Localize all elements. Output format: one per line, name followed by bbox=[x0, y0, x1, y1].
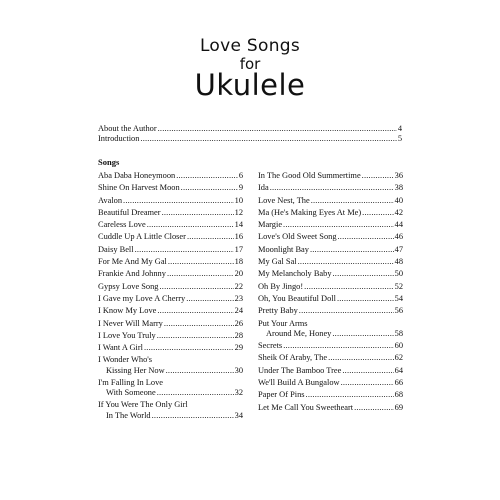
toc-entry-page: 58 bbox=[394, 328, 403, 338]
toc-entry-about-the-author bbox=[98, 124, 402, 133]
toc-entry bbox=[98, 196, 243, 205]
toc-entry bbox=[98, 257, 243, 266]
toc-entry bbox=[98, 245, 243, 254]
dot-leader bbox=[186, 294, 233, 303]
toc-entry bbox=[98, 269, 243, 278]
toc-entry-page: 5 bbox=[397, 134, 402, 143]
toc-entry bbox=[258, 232, 403, 241]
dot-leader bbox=[338, 232, 394, 241]
dot-leader bbox=[298, 257, 394, 266]
toc-entry bbox=[98, 306, 243, 315]
dot-leader bbox=[332, 329, 393, 338]
toc-entry-label: Aba Daba Honeymoon bbox=[98, 171, 176, 180]
toc-entry-page: 26 bbox=[234, 318, 243, 328]
toc-entry bbox=[98, 171, 243, 180]
toc-entry bbox=[258, 257, 403, 266]
toc-entry bbox=[258, 171, 403, 180]
dot-leader bbox=[342, 366, 393, 375]
toc-entry bbox=[258, 341, 403, 350]
dot-leader bbox=[157, 331, 234, 340]
toc-entry bbox=[258, 269, 403, 278]
toc-entry-page: 29 bbox=[234, 343, 243, 353]
toc-entry-label: Around Me, Honey bbox=[266, 328, 332, 338]
toc-entry-page: 60 bbox=[394, 341, 403, 351]
toc-entry-page: 47 bbox=[394, 244, 403, 254]
dot-leader bbox=[168, 257, 234, 266]
toc-entry-page: 28 bbox=[234, 330, 243, 340]
dot-leader bbox=[341, 378, 394, 387]
toc-entry-label: Pretty Baby bbox=[258, 306, 298, 316]
toc-entry bbox=[258, 366, 403, 375]
toc-entry-label: I'm Falling In Love bbox=[98, 377, 164, 387]
dot-leader bbox=[328, 353, 394, 362]
toc-entry-label: I Gave my Love A Cherry bbox=[98, 293, 186, 303]
toc-entry-page: 36 bbox=[394, 171, 403, 180]
toc-entry-label: Ma (He's Making Eyes At Me) bbox=[258, 207, 362, 217]
toc-entry-page: 40 bbox=[394, 195, 403, 205]
toc-entry-page: 20 bbox=[234, 269, 243, 279]
dot-leader bbox=[158, 124, 397, 133]
dot-leader bbox=[181, 183, 238, 192]
toc-entry-label: In The World bbox=[106, 410, 151, 420]
toc-entry bbox=[258, 306, 403, 315]
dot-leader bbox=[283, 220, 394, 229]
dot-leader bbox=[162, 208, 234, 217]
toc-entry-page: 68 bbox=[394, 390, 403, 400]
toc-entry-page: 62 bbox=[394, 353, 403, 363]
toc-entry bbox=[258, 282, 403, 291]
toc-entry-label: I Love You Truly bbox=[98, 330, 156, 340]
dot-leader bbox=[310, 245, 394, 254]
toc-entry bbox=[98, 319, 243, 328]
dot-leader bbox=[304, 282, 393, 291]
toc-entry-page: 56 bbox=[394, 306, 403, 316]
toc-entry-label: We'll Build A Bungalow bbox=[258, 377, 340, 387]
toc-entry-label: Paper Of Pins bbox=[258, 390, 305, 400]
toc-entry-page: 6 bbox=[238, 171, 243, 180]
toc-entry-label: Love Nest, The bbox=[258, 195, 310, 205]
songs-column-left bbox=[98, 171, 243, 423]
toc-entry-label: I Know My Love bbox=[98, 306, 157, 316]
toc-entry bbox=[98, 355, 243, 374]
toc-entry bbox=[258, 220, 403, 229]
dot-leader bbox=[135, 245, 234, 254]
title-line-1: Love Songs bbox=[199, 36, 301, 56]
toc-entry-page: 50 bbox=[394, 269, 403, 279]
dot-leader bbox=[311, 196, 394, 205]
toc-entry bbox=[258, 208, 403, 217]
toc-entry-page: 54 bbox=[394, 293, 403, 303]
toc-entry bbox=[98, 183, 243, 192]
toc-entry-label: With Someone bbox=[106, 388, 156, 398]
dot-leader bbox=[306, 390, 394, 399]
dot-leader bbox=[283, 341, 393, 350]
toc-entry-page: 66 bbox=[394, 377, 403, 387]
toc-entry bbox=[258, 294, 403, 303]
toc-entry bbox=[258, 390, 403, 399]
toc-entry-label: Under The Bamboo Tree bbox=[258, 365, 342, 375]
toc-entry-label: For Me And My Gal bbox=[98, 257, 167, 267]
toc-entry bbox=[98, 232, 243, 241]
toc-entry bbox=[258, 353, 403, 362]
dot-leader bbox=[333, 269, 394, 278]
toc-entry-label: Cuddle Up A Little Closer bbox=[98, 232, 186, 242]
toc-entry-page: 30 bbox=[234, 365, 243, 375]
toc-entry-label: Kissing Her Now bbox=[106, 365, 165, 375]
toc-entry-label: If You Were The Only Girl bbox=[98, 400, 188, 410]
toc-entry bbox=[258, 183, 403, 192]
toc-entry-page: 17 bbox=[234, 244, 243, 254]
toc-entry bbox=[98, 400, 243, 419]
toc-entry-label: Ida bbox=[258, 183, 269, 193]
toc-entry-page: 64 bbox=[394, 365, 403, 375]
dot-leader bbox=[157, 306, 233, 315]
dot-leader bbox=[123, 196, 234, 205]
toc-entry-page: 48 bbox=[394, 257, 403, 267]
toc-entry bbox=[98, 282, 243, 291]
toc-entry-label: Daisy Bell bbox=[98, 244, 134, 254]
dot-leader bbox=[337, 294, 394, 303]
toc-entry-label: Love's Old Sweet Song bbox=[258, 232, 337, 242]
toc-entry-label: Introduction bbox=[98, 134, 140, 143]
toc-entry-page: 69 bbox=[394, 402, 403, 412]
toc-entry-page: 24 bbox=[234, 306, 243, 316]
songs-heading: Songs bbox=[98, 157, 120, 167]
dot-leader bbox=[152, 411, 234, 420]
dot-leader bbox=[270, 183, 394, 192]
dot-leader bbox=[160, 282, 234, 291]
toc-entry-page: 32 bbox=[234, 388, 243, 398]
toc-entry-page: 52 bbox=[394, 281, 403, 291]
toc-entry-label: Avalon bbox=[98, 195, 123, 205]
toc-entry bbox=[98, 343, 243, 352]
toc-entry bbox=[98, 220, 243, 229]
toc-entry-page: 46 bbox=[394, 232, 403, 242]
book-title: Ukulele bbox=[194, 68, 306, 102]
toc-entry-page: 14 bbox=[234, 220, 243, 230]
dot-leader bbox=[187, 232, 234, 241]
dot-leader bbox=[362, 208, 393, 217]
dot-leader bbox=[166, 366, 234, 375]
toc-entry-introduction bbox=[98, 134, 402, 143]
toc-entry-label: Sheik Of Araby, The bbox=[258, 353, 328, 363]
toc-entry-label: Moonlight Bay bbox=[258, 244, 309, 254]
toc-entry-label: Gypsy Love Song bbox=[98, 281, 159, 291]
toc-entry-label: Oh, You Beautiful Doll bbox=[258, 293, 336, 303]
dot-leader bbox=[176, 171, 238, 180]
dot-leader bbox=[362, 171, 394, 180]
dot-leader bbox=[144, 343, 234, 352]
toc-entry-label: Shine On Harvest Moon bbox=[98, 183, 180, 193]
dot-leader bbox=[164, 319, 234, 328]
dot-leader bbox=[299, 306, 394, 315]
toc-entry-label: Let Me Call You Sweetheart bbox=[258, 402, 354, 412]
toc-entry-label: I Never Will Marry bbox=[98, 318, 163, 328]
toc-entry bbox=[258, 378, 403, 387]
toc-entry-label: Careless Love bbox=[98, 220, 146, 230]
dot-leader bbox=[140, 134, 396, 143]
toc-entry-page: 18 bbox=[234, 257, 243, 267]
toc-entry-label: Beautiful Dreamer bbox=[98, 207, 161, 217]
toc-entry-label: Oh By Jingo! bbox=[258, 281, 304, 291]
toc-entry-page: 44 bbox=[394, 220, 403, 230]
toc-entry bbox=[258, 319, 403, 338]
title-line-2: for bbox=[239, 55, 261, 73]
toc-entry-page: 42 bbox=[394, 207, 403, 217]
toc-entry bbox=[98, 294, 243, 303]
toc-entry bbox=[98, 208, 243, 217]
toc-entry-page: 9 bbox=[238, 183, 243, 193]
toc-entry-page: 16 bbox=[234, 232, 243, 242]
toc-entry-label: My Gal Sal bbox=[258, 257, 297, 267]
toc-entry-label: Frankie And Johnny bbox=[98, 269, 166, 279]
toc-entry-page: 22 bbox=[234, 281, 243, 291]
toc-entry bbox=[258, 403, 403, 412]
songs-column-right bbox=[258, 171, 403, 415]
toc-entry-label: I Wonder Who's bbox=[98, 355, 153, 365]
dot-leader bbox=[354, 403, 393, 412]
dot-leader bbox=[147, 220, 234, 229]
toc-entry-label: Secrets bbox=[258, 341, 283, 351]
dot-leader bbox=[157, 388, 234, 397]
dot-leader bbox=[167, 269, 234, 278]
toc-entry-page: 38 bbox=[394, 183, 403, 193]
toc-entry-label: I Want A Girl bbox=[98, 343, 143, 353]
toc-entry-label: Put Your Arms bbox=[258, 318, 308, 328]
toc-entry-label: About the Author bbox=[98, 124, 157, 133]
toc-entry-label: Margie bbox=[258, 220, 283, 230]
toc-entry-label: My Melancholy Baby bbox=[258, 269, 332, 279]
toc-entry-label: In The Good Old Summertime bbox=[258, 171, 361, 180]
toc-entry bbox=[98, 331, 243, 340]
toc-entry bbox=[98, 378, 243, 397]
toc-entry bbox=[258, 245, 403, 254]
toc-entry bbox=[258, 196, 403, 205]
toc-entry-page: 34 bbox=[234, 410, 243, 420]
toc-entry-page: 23 bbox=[234, 293, 243, 303]
toc-entry-page: 12 bbox=[234, 207, 243, 217]
toc-entry-page: 10 bbox=[234, 195, 243, 205]
toc-entry-page: 4 bbox=[397, 124, 402, 133]
